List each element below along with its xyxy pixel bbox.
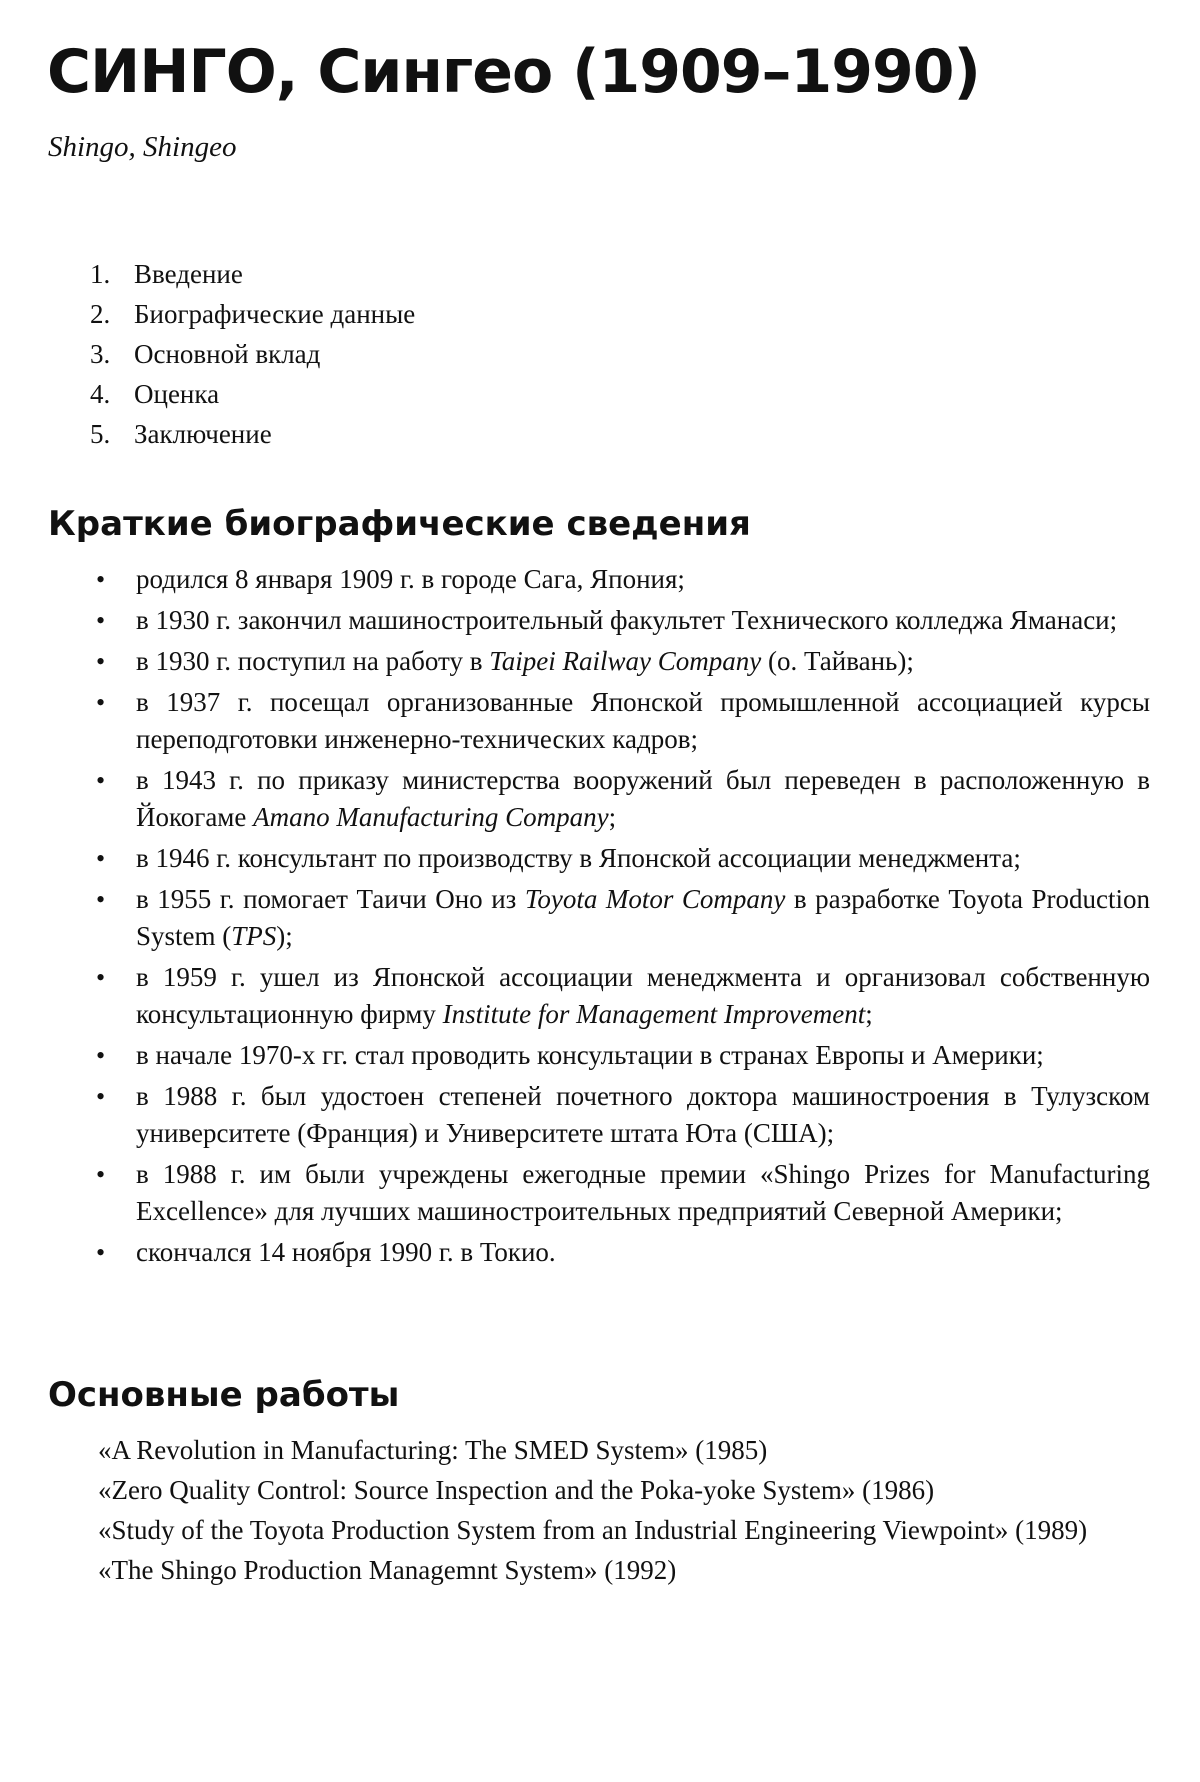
- company-name: Amano Manufacturing Company: [253, 802, 609, 832]
- bullet-icon: •: [96, 606, 106, 635]
- bio-item-text-end: );: [276, 921, 293, 951]
- bio-item-text: в 1946 г. консультант по производству в Японской ассоциации менеджмента;: [136, 843, 1021, 873]
- table-of-contents: [90, 254, 415, 454]
- company-name: Institute for Management Improvement: [442, 999, 866, 1029]
- bullet-icon: •: [96, 688, 106, 717]
- toc-item-label: Основной вклад: [134, 339, 321, 369]
- company-name: Taipei Railway Company: [489, 646, 762, 676]
- bio-item-text: в 1955 г. помогает Таичи Оно из: [136, 884, 525, 914]
- bio-item-text-tail: в разработке Toyota Production System (: [136, 884, 1151, 951]
- bio-item-text-tail: ;: [608, 802, 617, 832]
- bullet-icon: •: [96, 963, 106, 992]
- bullet-icon: •: [96, 1238, 106, 1267]
- bullet-icon: •: [96, 1082, 106, 1111]
- bullet-icon: •: [96, 1041, 106, 1070]
- bio-item: [92, 684, 1150, 758]
- toc-item-label: Заключение: [134, 419, 272, 449]
- work-item: «Zero Quality Control: Source Inspection and the Poka-yoke System» (1986): [98, 1475, 935, 1505]
- bullet-icon: •: [96, 885, 106, 914]
- bio-item: [92, 959, 1150, 1033]
- bio-item: [92, 1078, 1150, 1152]
- company-name: Toyota Motor Company: [524, 884, 786, 914]
- toc-item-number: 2.: [90, 299, 111, 329]
- bio-item-text: родился 8 января 1909 г. в городе Сага, Япония;: [136, 564, 685, 594]
- bio-item: [92, 643, 1150, 680]
- toc-item-number: 1.: [90, 259, 111, 289]
- bio-item-text: в 1943 г. по приказу министерства вооружений был переведен в расположенную в Йокогаме: [136, 765, 1150, 832]
- bio-item-text: в 1959 г. ушел из Японской ассоциации менеджмента и организовал собственную консультационную фирму: [136, 962, 1150, 1029]
- toc-item-number: 3.: [90, 339, 111, 369]
- bio-item-text: в 1937 г. посещал организованные Японской промышленной ассоциацией курсы переподготовки инженерно-технических кадров;: [136, 687, 1150, 754]
- toc-item-number: 5.: [90, 419, 111, 449]
- tps-abbreviation: TPS: [231, 921, 277, 951]
- work-item: «Study of the Toyota Production System from an Industrial Engineering Viewpoint» (1989): [98, 1515, 1088, 1545]
- work-item: «A Revolution in Manufacturing: The SMED System» (1985): [98, 1435, 768, 1465]
- bio-item: [92, 1156, 1150, 1230]
- page-subtitle: Shingo, Shingeo: [48, 131, 237, 163]
- bio-item: [92, 840, 1150, 877]
- bullet-icon: •: [96, 647, 106, 676]
- toc-item: [90, 374, 415, 414]
- toc-item: [90, 294, 415, 334]
- toc-item-number: 4.: [90, 379, 111, 409]
- bio-item: [92, 881, 1150, 955]
- bio-list: [92, 561, 1150, 1275]
- works-section-title: Основные работы: [48, 1375, 400, 1415]
- bio-item-text: в 1930 г. поступил на работу в: [136, 646, 490, 676]
- bio-item-text: в 1988 г. им были учреждены ежегодные премии «Shingo Prizes for Manufacturing Excellence» для лучших машиностроительных предприятий Северной Америки;: [136, 1159, 1150, 1226]
- bio-item-text: в 1930 г. закончил машиностроительный факультет Технического колледжа Яманаси;: [136, 605, 1118, 635]
- bio-item: [92, 1037, 1150, 1074]
- bio-item-text-tail: ;: [865, 999, 873, 1029]
- bullet-icon: •: [96, 1160, 106, 1189]
- bullet-icon: •: [96, 565, 106, 594]
- bio-section-title: Краткие биографические сведения: [48, 504, 751, 544]
- toc-item: [90, 414, 415, 454]
- work-item: «The Shingo Production Managemnt System» (1992): [98, 1555, 677, 1585]
- bio-item: [92, 561, 1150, 598]
- bio-item-text-tail: (о. Тайвань);: [761, 646, 914, 676]
- bio-item-text: в 1988 г. был удостоен степеней почетного доктора машиностроения в Тулузском университете (Франция) и Университете штата Юта (США);: [136, 1081, 1150, 1148]
- bio-item: [92, 1234, 1150, 1271]
- bio-item: [92, 602, 1150, 639]
- toc-item-label: Биографические данные: [134, 299, 416, 329]
- page-title: СИНГО, Сингео (1909–1990): [47, 37, 980, 107]
- bio-item-text: в начале 1970-х гг. стал проводить консультации в странах Европы и Америки;: [136, 1040, 1044, 1070]
- works-list: [98, 1432, 1150, 1592]
- toc-item: [90, 334, 415, 374]
- bio-item-text: скончался 14 ноября 1990 г. в Токио.: [136, 1237, 556, 1267]
- bullet-icon: •: [96, 766, 106, 795]
- bullet-icon: •: [96, 844, 106, 873]
- toc-item: [90, 254, 415, 294]
- toc-item-label: Введение: [134, 259, 243, 289]
- bio-item: [92, 762, 1150, 836]
- toc-item-label: Оценка: [134, 379, 220, 409]
